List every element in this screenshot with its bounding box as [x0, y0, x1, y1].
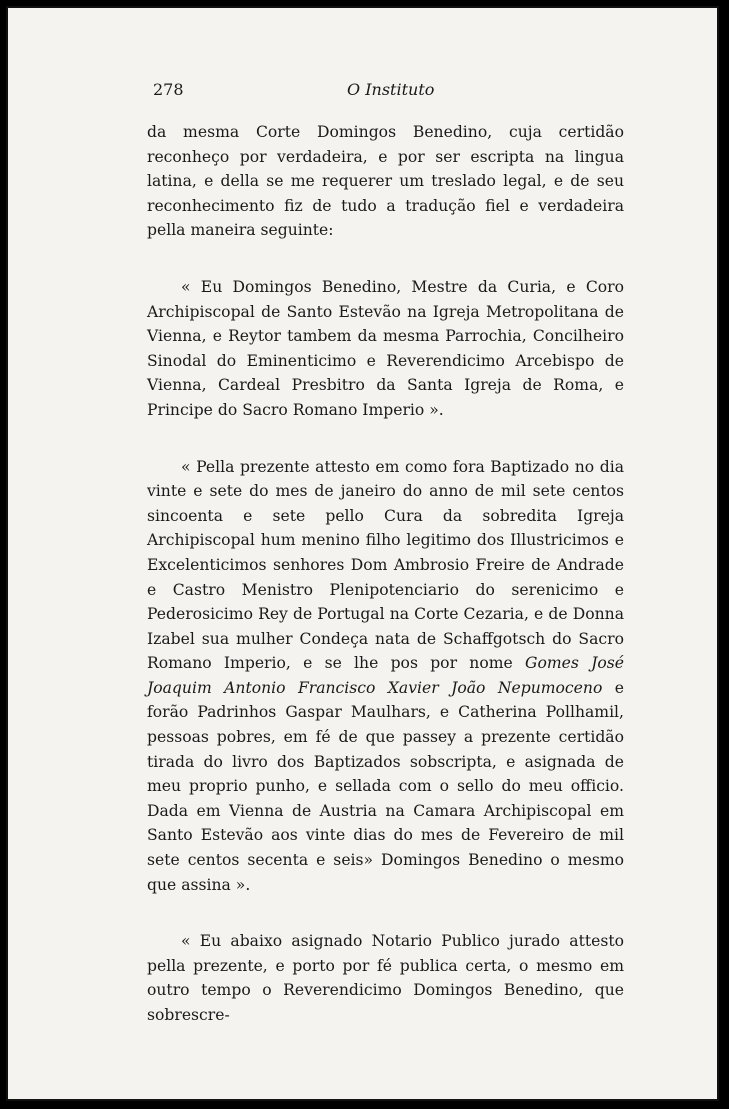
book-page: [147, 76, 624, 1028]
paragraph-3-text-before: « Pella prezente attesto em como fora Baptizado no dia vinte e sete do mes de janeiro do anno de mil sete centos sincoenta e sete pello Cura da sobredita Igreja Archipiscopal hum menino filho legitimo dos Illustricimos e Excelenticimos senhores Dom Ambrosio Freire de Andrade e Castro Menistro Plenipotenciario do serenicimo e Pederosicimo Rey de Portugal na Corte Cezaria, e de Donna Izabel sua mulher Condeça nata de Schaffgotsch do Sacro Romano Imperio, e se lhe pos por nome: [147, 457, 624, 673]
paragraph-3: [147, 455, 624, 898]
paragraph-2: « Eu Domingos Benedino, Mestre da Curia, e Coro Archipiscopal de Santo Estevão na Igreja Metropolitana de Vienna, e Reytor tambem da mesma Parrochia, Concilheiro Sinodal do Eminenticimo e Reverendicimo Arcebispo de Vienna, Cardeal Presbitro da Santa Igreja de Roma, e Principe do Sacro Romano Imperio ».: [147, 277, 624, 419]
page-header: [147, 76, 624, 104]
page-frame: [6, 6, 719, 1101]
paragraph-3-text-after: e forão Padrinhos Gaspar Maulhars, e Catherina Pollhamil, pessoas pobres, em fé de que passey a prezente certidão tirada do livro dos Baptizados sobscripta, e asignada de meu proprio punho, e sellada com o sello do meu officio. Dada em Vienna de Austria na Camara Archipiscopal em Santo Estevão aos vinte dias do mes de Fevereiro de mil sete centos secenta e seis» Domingos Benedino o mesmo que assina ».: [147, 678, 624, 894]
paragraph-1: da mesma Corte Domingos Benedino, cuja certidão reconheço por verdadeira, e por ser escripta na lingua latina, e della se me requerer um treslado legal, e de seu reconhecimento fiz de tudo a tradução fiel e verdadeira pella maneira seguinte:: [147, 123, 624, 240]
running-title: O Instituto: [347, 80, 435, 99]
paragraph-4: « Eu abaixo asignado Notario Publico jurado attesto pella prezente, e porto por fé publica certa, o mesmo em outro tempo o Reverendicimo Domingos Benedino, que sobrescre-: [147, 932, 624, 1024]
baptized-name: Gomes José Joaquim Antonio Francisco Xavier João Nepumoceno: [147, 654, 624, 697]
page-number: 278: [153, 80, 184, 99]
